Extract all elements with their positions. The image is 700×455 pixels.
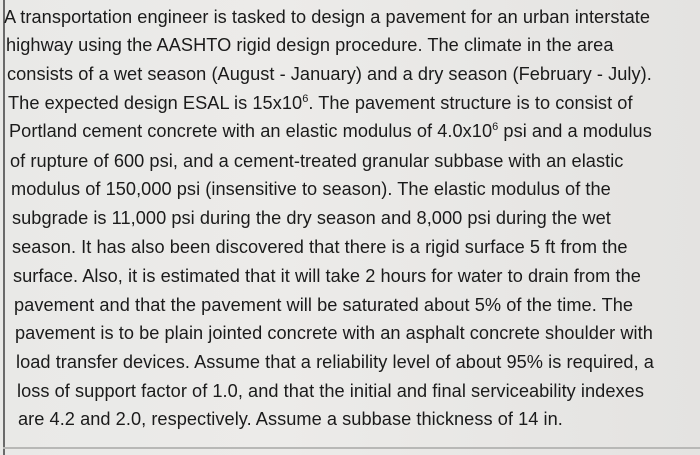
text-line-3: consists of a wet season (August - January) and a dry season (February - July). (7, 64, 652, 84)
text-line-6: of rupture of 600 psi, and a cement-treated granular subbase with an elastic (10, 151, 624, 171)
text-line-9: season. It has also been discovered that there is a rigid surface 5 ft from the (12, 237, 628, 257)
text-line-5 (9, 120, 652, 142)
text-line-12: pavement is to be plain jointed concrete with an asphalt concrete shoulder with (15, 323, 653, 343)
text-line-13: load transfer devices. Assume that a reliability level of about 95% is required, a (16, 352, 654, 372)
text-line-2: highway using the AASHTO rigid design procedure. The climate in the area (6, 35, 614, 55)
exponent: 6 (302, 93, 309, 105)
text-line-5-part-b: psi and a modulus (498, 121, 652, 141)
text-line-10: surface. Also, it is estimated that it will take 2 hours for water to drain from the (13, 266, 641, 286)
text-line-14: loss of support factor of 1.0, and that the initial and final serviceability indexes (17, 381, 644, 401)
text-line-5-part-a: Portland cement concrete with an elastic modulus of 4.0x10 (9, 121, 493, 141)
text-line-4-part-b: . The pavement structure is to consist of (308, 93, 633, 113)
text-line-8: subgrade is 11,000 psi during the dry season and 8,000 psi during the wet (12, 208, 611, 228)
text-line-1: A transportation engineer is tasked to design a pavement for an urban interstate (4, 7, 651, 27)
exponent: 6 (492, 121, 499, 133)
text-line-4-part-a: The expected design ESAL is 15x10 (8, 93, 303, 113)
text-line-4 (8, 92, 633, 114)
bottom-border-line (3, 447, 700, 449)
text-line-15: are 4.2 and 2.0, respectively. Assume a subbase thickness of 14 in. (18, 409, 563, 429)
text-line-7: modulus of 150,000 psi (insensitive to season). The elastic modulus of the (11, 179, 611, 199)
text-line-11: pavement and that the pavement will be saturated about 5% of the time. The (14, 295, 634, 315)
